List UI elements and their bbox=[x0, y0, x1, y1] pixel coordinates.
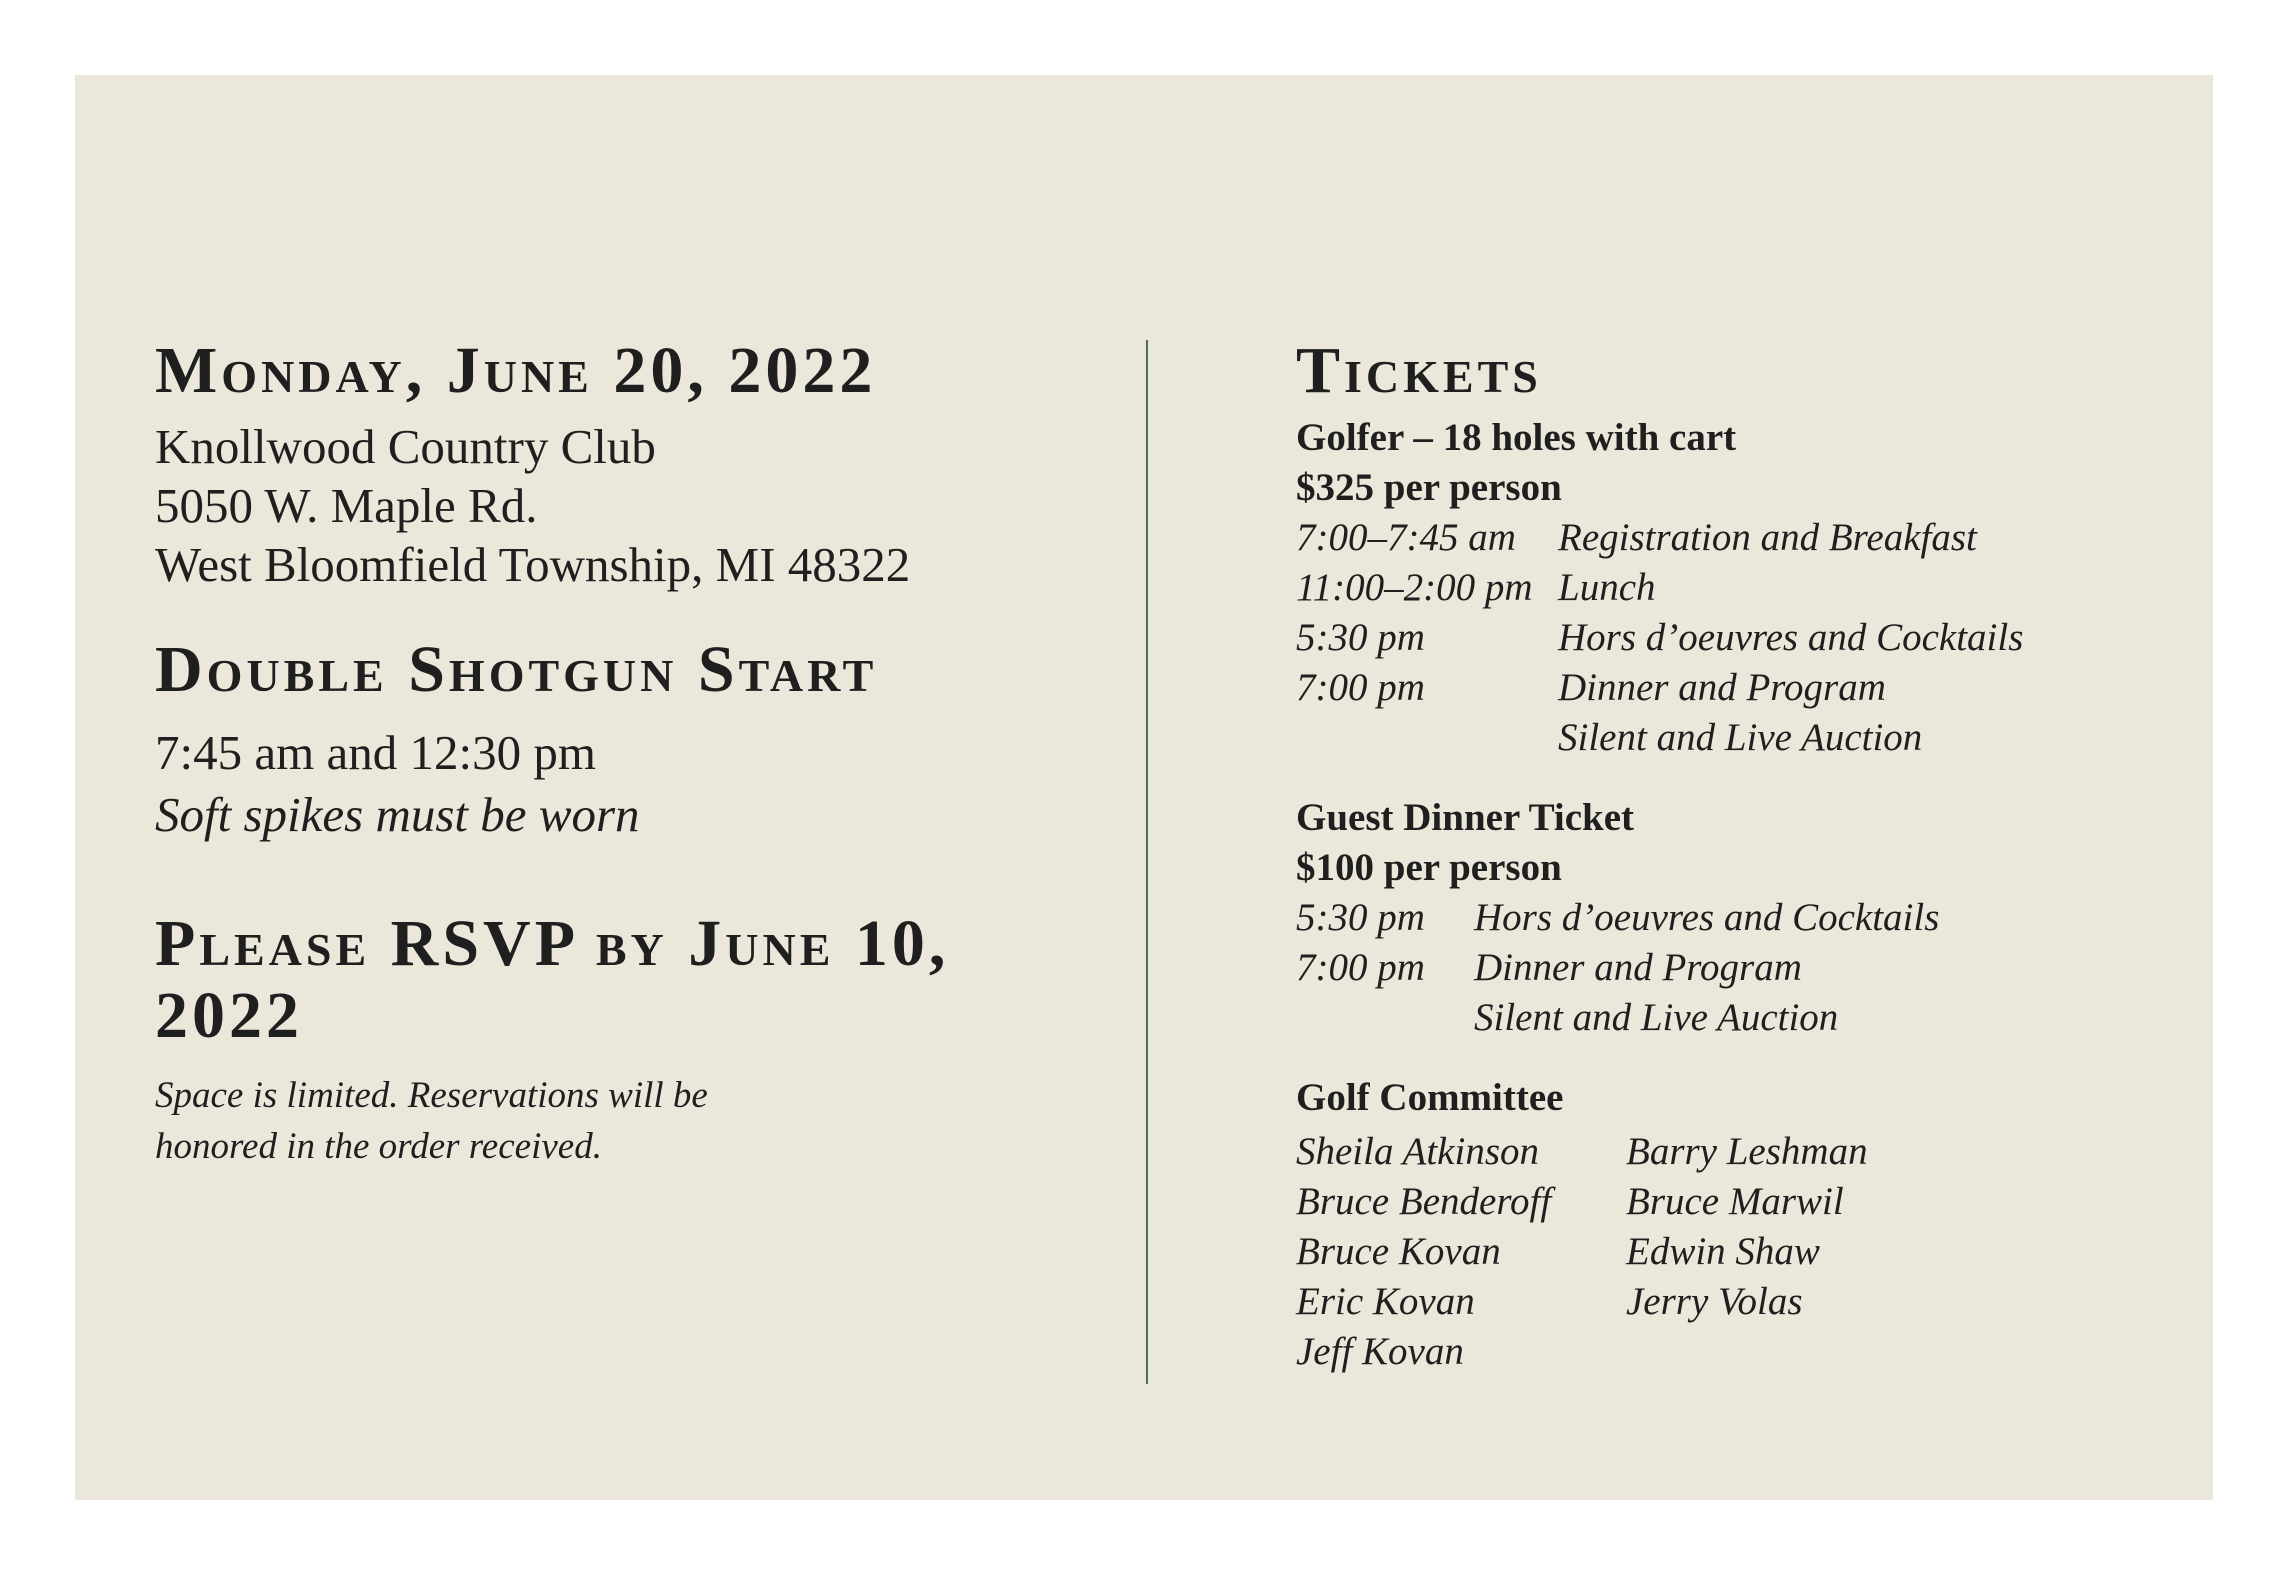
committee-members bbox=[1296, 1127, 2176, 1377]
schedule-desc: Hors d’oeuvres and Cocktails bbox=[1558, 616, 2024, 659]
schedule-row bbox=[1296, 563, 2176, 613]
committee-member: Eric Kovan bbox=[1296, 1280, 1475, 1323]
venue-city: West Bloomfield Township, MI 48322 bbox=[155, 537, 911, 592]
schedule-time: 7:00 pm bbox=[1296, 666, 1425, 709]
shotgun-times: 7:45 am and 12:30 pm bbox=[155, 725, 596, 780]
schedule-time: 5:30 pm bbox=[1296, 896, 1425, 939]
committee-member: Sheila Atkinson bbox=[1296, 1130, 1540, 1173]
schedule-row bbox=[1296, 993, 2176, 1043]
committee-member: Jeff Kovan bbox=[1296, 1330, 1464, 1373]
schedule-time: 11:00–2:00 pm bbox=[1296, 566, 1533, 609]
schedule-desc: Lunch bbox=[1558, 566, 1656, 609]
schedule-time: 7:00 pm bbox=[1296, 946, 1425, 989]
rsvp-title: Please RSVP by June 10, 2022 bbox=[155, 907, 950, 1052]
schedule-row bbox=[1296, 663, 2176, 713]
venue-address bbox=[155, 417, 1115, 594]
venue-street: 5050 W. Maple Rd. bbox=[155, 478, 538, 533]
schedule-desc: Dinner and Program bbox=[1558, 666, 1886, 709]
guest-schedule bbox=[1296, 893, 2176, 1043]
schedule-desc: Silent and Live Auction bbox=[1558, 716, 1923, 759]
golf-committee bbox=[1296, 1073, 2176, 1377]
committee-title: Golf Committee bbox=[1296, 1076, 1564, 1119]
schedule-time bbox=[1296, 713, 1558, 763]
committee-member: Barry Leshman bbox=[1626, 1130, 1868, 1173]
committee-member: Jerry Volas bbox=[1626, 1280, 1803, 1323]
schedule-desc: Registration and Breakfast bbox=[1558, 516, 1977, 559]
committee-member: Bruce Benderoff bbox=[1296, 1180, 1552, 1223]
schedule-desc: Silent and Live Auction bbox=[1474, 996, 1839, 1039]
guest-label: Guest Dinner Ticket bbox=[1296, 796, 1635, 839]
schedule-row bbox=[1296, 613, 2176, 663]
guest-price: $100 per person bbox=[1296, 846, 1562, 889]
committee-member: Bruce Marwil bbox=[1626, 1180, 1844, 1223]
schedule-desc: Dinner and Program bbox=[1474, 946, 1802, 989]
venue-name: Knollwood Country Club bbox=[155, 419, 656, 474]
schedule-time: 7:00–7:45 am bbox=[1296, 516, 1516, 559]
golfer-price: $325 per person bbox=[1296, 466, 1562, 509]
committee-member: Edwin Shaw bbox=[1626, 1230, 1820, 1273]
event-details bbox=[155, 335, 1115, 1172]
schedule-time: 5:30 pm bbox=[1296, 616, 1425, 659]
tickets-title: Tickets bbox=[1296, 334, 1542, 407]
schedule-row bbox=[1296, 513, 2176, 563]
schedule-time bbox=[1296, 993, 1474, 1043]
tickets-section bbox=[1296, 335, 2176, 1377]
schedule-row bbox=[1296, 893, 2176, 943]
shotgun-note: Soft spikes must be worn bbox=[155, 787, 640, 842]
committee-member: Bruce Kovan bbox=[1296, 1230, 1501, 1273]
committee-column-2 bbox=[1626, 1127, 1868, 1377]
committee-column-1 bbox=[1296, 1127, 1626, 1377]
golfer-schedule bbox=[1296, 513, 2176, 763]
golfer-ticket bbox=[1296, 413, 2176, 763]
schedule-desc: Hors d’oeuvres and Cocktails bbox=[1474, 896, 1940, 939]
event-date: Monday, June 20, 2022 bbox=[155, 334, 877, 407]
rsvp-note-line-1: Space is limited. Reservations will be bbox=[155, 1075, 708, 1116]
schedule-row bbox=[1296, 713, 2176, 763]
rsvp-note bbox=[155, 1070, 1115, 1172]
column-divider bbox=[1146, 340, 1148, 1384]
rsvp-note-line-2: honored in the order received. bbox=[155, 1126, 602, 1167]
guest-ticket bbox=[1296, 793, 2176, 1043]
golfer-label: Golfer – 18 holes with cart bbox=[1296, 416, 1737, 459]
shotgun-title: Double Shotgun Start bbox=[155, 633, 878, 706]
schedule-row bbox=[1296, 943, 2176, 993]
